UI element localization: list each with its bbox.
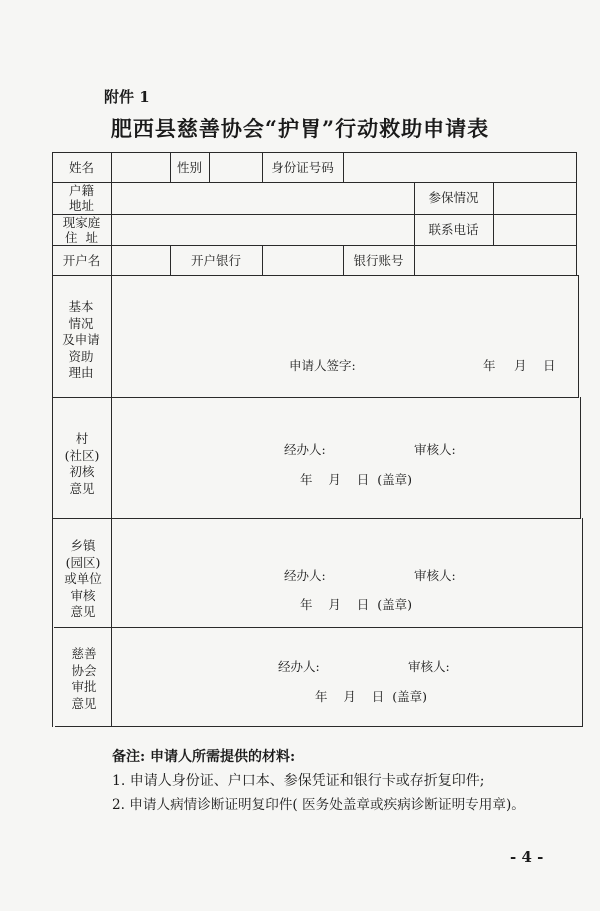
town-handler-label: 经办人: xyxy=(284,568,326,583)
label-insurance: 参保情况 xyxy=(428,190,479,205)
hukou-address-field[interactable] xyxy=(113,184,413,213)
bank-account-field[interactable] xyxy=(416,247,575,274)
label-home-address: 现家庭 住 址 xyxy=(62,215,101,245)
charity-opinion-field[interactable] xyxy=(113,629,581,725)
label-basic-situation: 基本 情况 及申请 资助 理由 xyxy=(62,299,100,380)
charity-date-seal: 年 月 日 (盖章) xyxy=(315,689,427,704)
form-title: 肥西县慈善协会“护胃”行动救助申请表 xyxy=(110,116,490,141)
label-charity-opinion: 慈善 协会 审批 意见 xyxy=(71,646,97,711)
page-number: - 4 - xyxy=(510,848,544,866)
label-gender: 性别 xyxy=(176,160,202,175)
insurance-field[interactable] xyxy=(495,184,575,213)
gender-field[interactable] xyxy=(211,154,261,181)
charity-handler-label: 经办人: xyxy=(278,659,320,674)
date-month: 月 xyxy=(514,358,527,373)
village-handler-label: 经办人: xyxy=(284,442,326,457)
village-date-seal: 年 月 日 (盖章) xyxy=(300,472,412,487)
label-bank-account: 银行账号 xyxy=(353,253,404,268)
town-date-seal: 年 月 日 (盖章) xyxy=(300,597,412,612)
name-field[interactable] xyxy=(113,154,169,181)
date-year: 年 xyxy=(483,358,496,373)
contact-phone-field[interactable] xyxy=(495,216,575,244)
label-account-name: 开户名 xyxy=(62,253,101,268)
label-town-opinion: 乡镇 (园区) 或单位 审核 意见 xyxy=(64,538,102,619)
bank-field[interactable] xyxy=(264,247,342,274)
applicant-signature-label: 申请人签字: xyxy=(289,358,356,373)
attachment-label: 附件 1 xyxy=(104,88,150,106)
town-reviewer-label: 审核人: xyxy=(414,568,456,583)
home-address-field[interactable] xyxy=(113,216,413,244)
label-id-number: 身份证号码 xyxy=(271,160,334,175)
date-day: 日 xyxy=(543,358,556,373)
basic-situation-field[interactable] xyxy=(113,277,576,395)
label-name: 姓名 xyxy=(68,160,94,175)
notes-item-2: 2. 申请人病情诊断证明复印件( 医务处盖章或疾病诊断证明专用章)。 xyxy=(112,797,525,813)
id-number-field[interactable] xyxy=(345,154,575,181)
label-bank: 开户银行 xyxy=(190,253,241,268)
label-village-opinion: 村 (社区) 初核 意见 xyxy=(64,431,100,496)
village-reviewer-label: 审核人: xyxy=(414,442,456,457)
account-name-field[interactable] xyxy=(113,247,169,274)
label-contact-phone: 联系电话 xyxy=(428,222,479,237)
charity-reviewer-label: 审核人: xyxy=(408,659,450,674)
label-hukou-address: 户籍 地址 xyxy=(68,183,94,213)
notes-heading: 备注: 申请人所需提供的材料: xyxy=(112,749,296,765)
village-opinion-field[interactable] xyxy=(113,399,578,517)
notes-item-1: 1. 申请人身份证、户口本、参保凭证和银行卡或存折复印件; xyxy=(112,773,485,789)
